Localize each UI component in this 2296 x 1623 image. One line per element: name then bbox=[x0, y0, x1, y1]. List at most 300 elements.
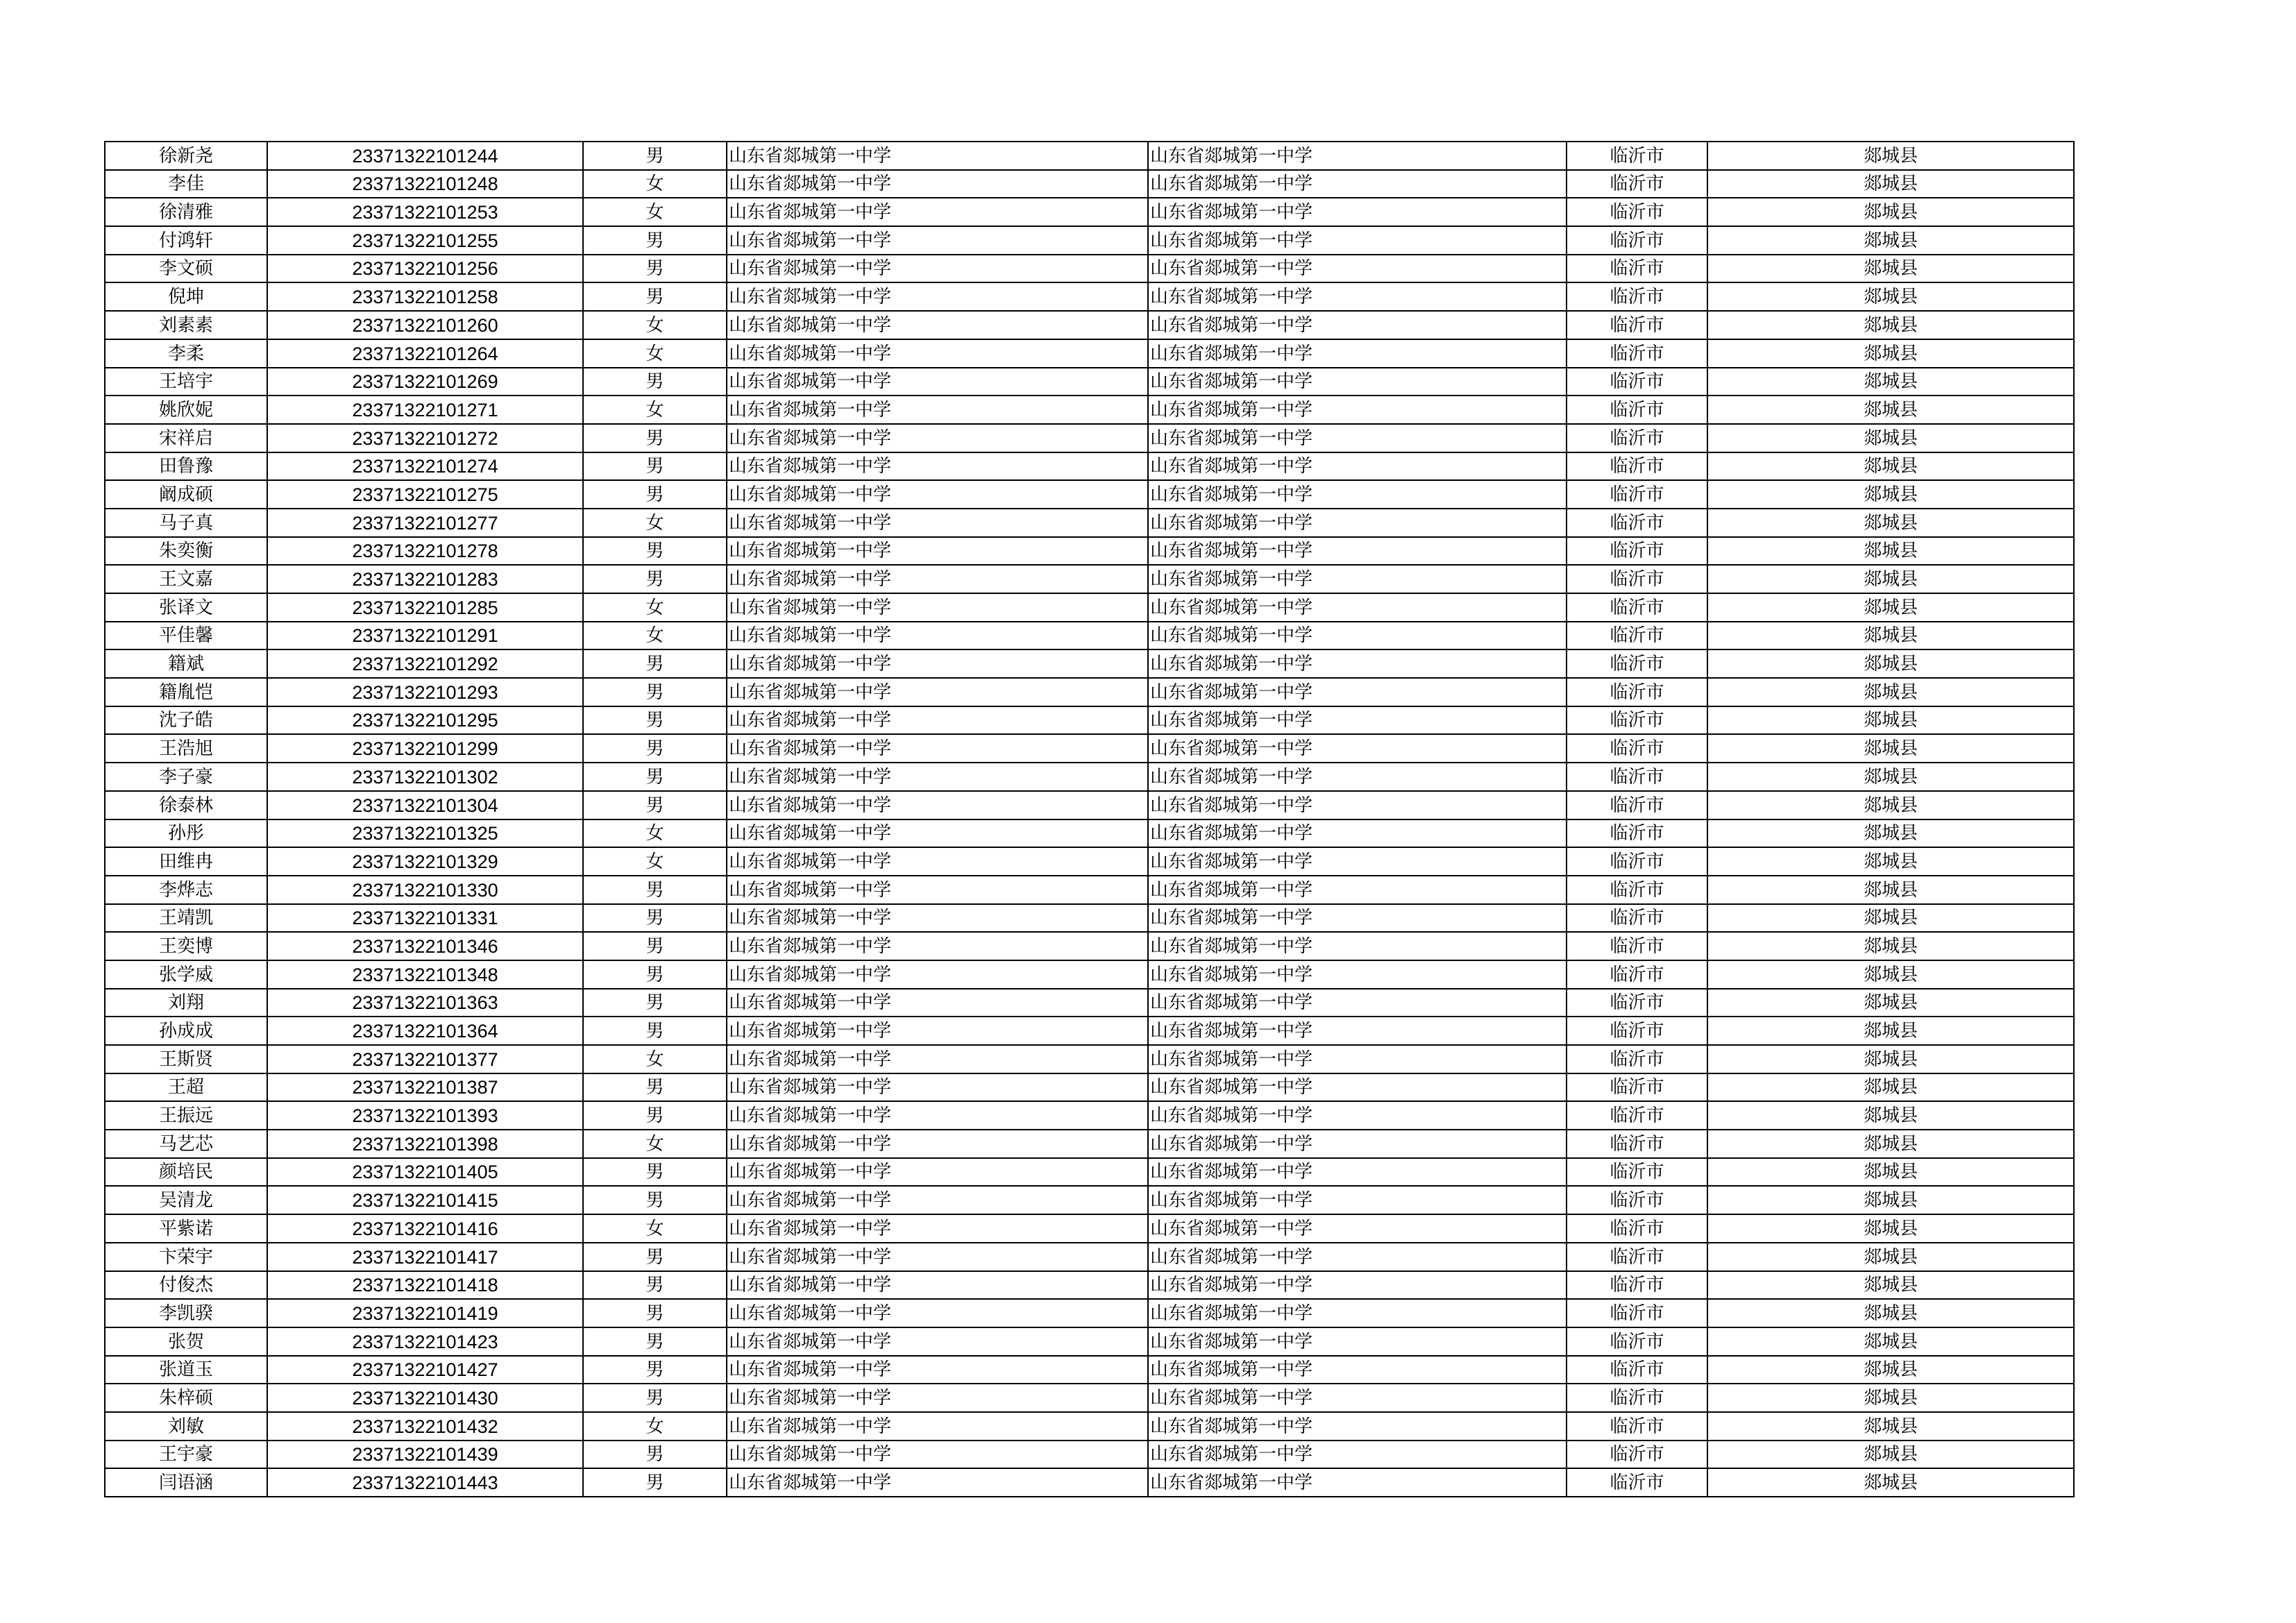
city-cell: 临沂市 bbox=[1567, 876, 1707, 904]
gender-cell: 女 bbox=[583, 509, 727, 537]
table-row bbox=[105, 706, 2074, 735]
city-cell: 临沂市 bbox=[1567, 649, 1707, 678]
name-cell: 张贺 bbox=[105, 1327, 267, 1356]
gender-cell: 男 bbox=[583, 424, 727, 452]
school-cell: 山东省郯城第一中学 bbox=[727, 396, 1148, 424]
city-cell: 临沂市 bbox=[1567, 509, 1707, 537]
name-cell: 孙彤 bbox=[105, 819, 267, 848]
id-cell: 23371322101292 bbox=[267, 649, 583, 678]
school-cell: 山东省郯城第一中学 bbox=[727, 198, 1148, 226]
id-cell: 23371322101244 bbox=[267, 142, 583, 170]
city-cell: 临沂市 bbox=[1567, 226, 1707, 255]
gender-cell: 男 bbox=[583, 480, 727, 509]
gender-cell: 男 bbox=[583, 1271, 727, 1300]
school-cell: 山东省郯城第一中学 bbox=[727, 734, 1148, 763]
school-cell: 山东省郯城第一中学 bbox=[727, 932, 1148, 960]
city-cell: 临沂市 bbox=[1567, 960, 1707, 989]
county-cell: 郯城县 bbox=[1707, 1073, 2074, 1102]
table-row bbox=[105, 368, 2074, 396]
table-row bbox=[105, 1101, 2074, 1130]
school-cell: 山东省郯城第一中学 bbox=[727, 226, 1148, 255]
gender-cell: 男 bbox=[583, 452, 727, 481]
school-2-cell: 山东省郯城第一中学 bbox=[1148, 876, 1567, 904]
city-cell: 临沂市 bbox=[1567, 424, 1707, 452]
school-cell: 山东省郯城第一中学 bbox=[727, 1468, 1148, 1497]
school-cell: 山东省郯城第一中学 bbox=[727, 142, 1148, 170]
county-cell: 郯城县 bbox=[1707, 1186, 2074, 1214]
table-row bbox=[105, 1017, 2074, 1045]
county-cell: 郯城县 bbox=[1707, 847, 2074, 876]
city-cell: 临沂市 bbox=[1567, 678, 1707, 706]
school-cell: 山东省郯城第一中学 bbox=[727, 311, 1148, 339]
name-cell: 朱奕衡 bbox=[105, 537, 267, 566]
table-row bbox=[105, 452, 2074, 481]
table-row bbox=[105, 480, 2074, 509]
school-2-cell: 山东省郯城第一中学 bbox=[1148, 1441, 1567, 1469]
name-cell: 田鲁豫 bbox=[105, 452, 267, 481]
table-row bbox=[105, 198, 2074, 226]
school-2-cell: 山东省郯城第一中学 bbox=[1148, 649, 1567, 678]
name-cell: 平紫诺 bbox=[105, 1214, 267, 1243]
id-cell: 23371322101430 bbox=[267, 1384, 583, 1412]
school-cell: 山东省郯城第一中学 bbox=[727, 1356, 1148, 1384]
school-2-cell: 山东省郯城第一中学 bbox=[1148, 1158, 1567, 1187]
name-cell: 王宇豪 bbox=[105, 1441, 267, 1469]
school-cell: 山东省郯城第一中学 bbox=[727, 1299, 1148, 1327]
school-2-cell: 山东省郯城第一中学 bbox=[1148, 847, 1567, 876]
student-table bbox=[104, 141, 2075, 1497]
city-cell: 临沂市 bbox=[1567, 170, 1707, 198]
school-cell: 山东省郯城第一中学 bbox=[727, 1158, 1148, 1187]
name-cell: 徐泰林 bbox=[105, 791, 267, 819]
name-cell: 李柔 bbox=[105, 339, 267, 368]
name-cell: 刘敏 bbox=[105, 1412, 267, 1441]
county-cell: 郯城县 bbox=[1707, 537, 2074, 566]
county-cell: 郯城县 bbox=[1707, 1045, 2074, 1073]
id-cell: 23371322101398 bbox=[267, 1130, 583, 1158]
county-cell: 郯城县 bbox=[1707, 960, 2074, 989]
school-cell: 山东省郯城第一中学 bbox=[727, 1271, 1148, 1300]
city-cell: 临沂市 bbox=[1567, 932, 1707, 960]
table-row bbox=[105, 1158, 2074, 1187]
school-cell: 山东省郯城第一中学 bbox=[727, 565, 1148, 593]
school-cell: 山东省郯城第一中学 bbox=[727, 622, 1148, 650]
school-2-cell: 山东省郯城第一中学 bbox=[1148, 904, 1567, 933]
city-cell: 临沂市 bbox=[1567, 706, 1707, 735]
gender-cell: 女 bbox=[583, 622, 727, 650]
city-cell: 临沂市 bbox=[1567, 1186, 1707, 1214]
id-cell: 23371322101277 bbox=[267, 509, 583, 537]
city-cell: 临沂市 bbox=[1567, 847, 1707, 876]
county-cell: 郯城县 bbox=[1707, 622, 2074, 650]
city-cell: 临沂市 bbox=[1567, 368, 1707, 396]
school-cell: 山东省郯城第一中学 bbox=[727, 706, 1148, 735]
school-2-cell: 山东省郯城第一中学 bbox=[1148, 1130, 1567, 1158]
city-cell: 临沂市 bbox=[1567, 763, 1707, 791]
county-cell: 郯城县 bbox=[1707, 791, 2074, 819]
county-cell: 郯城县 bbox=[1707, 1468, 2074, 1497]
gender-cell: 女 bbox=[583, 1130, 727, 1158]
city-cell: 临沂市 bbox=[1567, 1130, 1707, 1158]
city-cell: 临沂市 bbox=[1567, 989, 1707, 1017]
county-cell: 郯城县 bbox=[1707, 282, 2074, 311]
city-cell: 临沂市 bbox=[1567, 819, 1707, 848]
gender-cell: 男 bbox=[583, 142, 727, 170]
name-cell: 籍斌 bbox=[105, 649, 267, 678]
gender-cell: 男 bbox=[583, 1384, 727, 1412]
table-row bbox=[105, 1214, 2074, 1243]
table-body bbox=[105, 142, 2074, 1497]
table-row bbox=[105, 424, 2074, 452]
id-cell: 23371322101274 bbox=[267, 452, 583, 481]
gender-cell: 女 bbox=[583, 1045, 727, 1073]
county-cell: 郯城县 bbox=[1707, 706, 2074, 735]
id-cell: 23371322101330 bbox=[267, 876, 583, 904]
school-cell: 山东省郯城第一中学 bbox=[727, 480, 1148, 509]
id-cell: 23371322101258 bbox=[267, 282, 583, 311]
id-cell: 23371322101416 bbox=[267, 1214, 583, 1243]
school-2-cell: 山东省郯城第一中学 bbox=[1148, 1468, 1567, 1497]
gender-cell: 男 bbox=[583, 1017, 727, 1045]
name-cell: 姚欣妮 bbox=[105, 396, 267, 424]
city-cell: 临沂市 bbox=[1567, 1017, 1707, 1045]
school-2-cell: 山东省郯城第一中学 bbox=[1148, 734, 1567, 763]
school-cell: 山东省郯城第一中学 bbox=[727, 1412, 1148, 1441]
table-row bbox=[105, 989, 2074, 1017]
id-cell: 23371322101253 bbox=[267, 198, 583, 226]
school-cell: 山东省郯城第一中学 bbox=[727, 255, 1148, 283]
city-cell: 临沂市 bbox=[1567, 1299, 1707, 1327]
id-cell: 23371322101346 bbox=[267, 932, 583, 960]
name-cell: 李凯骙 bbox=[105, 1299, 267, 1327]
school-cell: 山东省郯城第一中学 bbox=[727, 1243, 1148, 1271]
city-cell: 临沂市 bbox=[1567, 1073, 1707, 1102]
table-row bbox=[105, 282, 2074, 311]
name-cell: 闫语涵 bbox=[105, 1468, 267, 1497]
school-cell: 山东省郯城第一中学 bbox=[727, 904, 1148, 933]
county-cell: 郯城县 bbox=[1707, 932, 2074, 960]
gender-cell: 男 bbox=[583, 649, 727, 678]
gender-cell: 女 bbox=[583, 847, 727, 876]
id-cell: 23371322101363 bbox=[267, 989, 583, 1017]
id-cell: 23371322101291 bbox=[267, 622, 583, 650]
name-cell: 颜培民 bbox=[105, 1158, 267, 1187]
school-cell: 山东省郯城第一中学 bbox=[727, 282, 1148, 311]
id-cell: 23371322101275 bbox=[267, 480, 583, 509]
table-row bbox=[105, 847, 2074, 876]
school-2-cell: 山东省郯城第一中学 bbox=[1148, 706, 1567, 735]
school-cell: 山东省郯城第一中学 bbox=[727, 509, 1148, 537]
school-2-cell: 山东省郯城第一中学 bbox=[1148, 1271, 1567, 1300]
table-row bbox=[105, 1271, 2074, 1300]
id-cell: 23371322101348 bbox=[267, 960, 583, 989]
school-cell: 山东省郯城第一中学 bbox=[727, 1441, 1148, 1469]
id-cell: 23371322101415 bbox=[267, 1186, 583, 1214]
city-cell: 临沂市 bbox=[1567, 622, 1707, 650]
table-row bbox=[105, 1045, 2074, 1073]
city-cell: 临沂市 bbox=[1567, 565, 1707, 593]
name-cell: 刘翔 bbox=[105, 989, 267, 1017]
id-cell: 23371322101387 bbox=[267, 1073, 583, 1102]
city-cell: 临沂市 bbox=[1567, 198, 1707, 226]
table-row bbox=[105, 1412, 2074, 1441]
table-row bbox=[105, 509, 2074, 537]
name-cell: 张学威 bbox=[105, 960, 267, 989]
id-cell: 23371322101432 bbox=[267, 1412, 583, 1441]
name-cell: 马艺芯 bbox=[105, 1130, 267, 1158]
school-2-cell: 山东省郯城第一中学 bbox=[1148, 170, 1567, 198]
id-cell: 23371322101285 bbox=[267, 593, 583, 622]
table-row bbox=[105, 593, 2074, 622]
school-2-cell: 山东省郯城第一中学 bbox=[1148, 311, 1567, 339]
school-cell: 山东省郯城第一中学 bbox=[727, 1384, 1148, 1412]
county-cell: 郯城县 bbox=[1707, 593, 2074, 622]
id-cell: 23371322101364 bbox=[267, 1017, 583, 1045]
school-cell: 山东省郯城第一中学 bbox=[727, 1327, 1148, 1356]
name-cell: 倪坤 bbox=[105, 282, 267, 311]
county-cell: 郯城县 bbox=[1707, 1243, 2074, 1271]
county-cell: 郯城县 bbox=[1707, 876, 2074, 904]
name-cell: 田维冉 bbox=[105, 847, 267, 876]
school-2-cell: 山东省郯城第一中学 bbox=[1148, 1214, 1567, 1243]
name-cell: 王文嘉 bbox=[105, 565, 267, 593]
county-cell: 郯城县 bbox=[1707, 763, 2074, 791]
table-row bbox=[105, 1130, 2074, 1158]
id-cell: 23371322101299 bbox=[267, 734, 583, 763]
county-cell: 郯城县 bbox=[1707, 424, 2074, 452]
id-cell: 23371322101248 bbox=[267, 170, 583, 198]
gender-cell: 男 bbox=[583, 1243, 727, 1271]
gender-cell: 男 bbox=[583, 1158, 727, 1187]
school-2-cell: 山东省郯城第一中学 bbox=[1148, 1017, 1567, 1045]
gender-cell: 男 bbox=[583, 706, 727, 735]
city-cell: 临沂市 bbox=[1567, 1045, 1707, 1073]
table-row bbox=[105, 311, 2074, 339]
school-2-cell: 山东省郯城第一中学 bbox=[1148, 593, 1567, 622]
school-cell: 山东省郯城第一中学 bbox=[727, 170, 1148, 198]
id-cell: 23371322101302 bbox=[267, 763, 583, 791]
id-cell: 23371322101272 bbox=[267, 424, 583, 452]
id-cell: 23371322101293 bbox=[267, 678, 583, 706]
school-2-cell: 山东省郯城第一中学 bbox=[1148, 819, 1567, 848]
gender-cell: 男 bbox=[583, 565, 727, 593]
table-row bbox=[105, 1299, 2074, 1327]
gender-cell: 男 bbox=[583, 1356, 727, 1384]
county-cell: 郯城县 bbox=[1707, 1356, 2074, 1384]
name-cell: 李子豪 bbox=[105, 763, 267, 791]
name-cell: 王浩旭 bbox=[105, 734, 267, 763]
name-cell: 王奕博 bbox=[105, 932, 267, 960]
county-cell: 郯城县 bbox=[1707, 1327, 2074, 1356]
school-2-cell: 山东省郯城第一中学 bbox=[1148, 1384, 1567, 1412]
county-cell: 郯城县 bbox=[1707, 480, 2074, 509]
gender-cell: 男 bbox=[583, 1101, 727, 1130]
school-cell: 山东省郯城第一中学 bbox=[727, 1017, 1148, 1045]
school-2-cell: 山东省郯城第一中学 bbox=[1148, 1186, 1567, 1214]
county-cell: 郯城县 bbox=[1707, 1441, 2074, 1469]
city-cell: 临沂市 bbox=[1567, 311, 1707, 339]
school-2-cell: 山东省郯城第一中学 bbox=[1148, 396, 1567, 424]
school-cell: 山东省郯城第一中学 bbox=[727, 1186, 1148, 1214]
id-cell: 23371322101269 bbox=[267, 368, 583, 396]
county-cell: 郯城县 bbox=[1707, 1214, 2074, 1243]
name-cell: 张道玉 bbox=[105, 1356, 267, 1384]
gender-cell: 女 bbox=[583, 339, 727, 368]
id-cell: 23371322101255 bbox=[267, 226, 583, 255]
school-2-cell: 山东省郯城第一中学 bbox=[1148, 960, 1567, 989]
school-cell: 山东省郯城第一中学 bbox=[727, 763, 1148, 791]
school-2-cell: 山东省郯城第一中学 bbox=[1148, 1356, 1567, 1384]
city-cell: 临沂市 bbox=[1567, 142, 1707, 170]
table-row bbox=[105, 1186, 2074, 1214]
table-row bbox=[105, 932, 2074, 960]
gender-cell: 男 bbox=[583, 763, 727, 791]
id-cell: 23371322101439 bbox=[267, 1441, 583, 1469]
id-cell: 23371322101331 bbox=[267, 904, 583, 933]
school-2-cell: 山东省郯城第一中学 bbox=[1148, 989, 1567, 1017]
county-cell: 郯城县 bbox=[1707, 649, 2074, 678]
school-cell: 山东省郯城第一中学 bbox=[727, 847, 1148, 876]
id-cell: 23371322101418 bbox=[267, 1271, 583, 1300]
gender-cell: 女 bbox=[583, 1214, 727, 1243]
table-row bbox=[105, 734, 2074, 763]
table-row bbox=[105, 622, 2074, 650]
table-row bbox=[105, 678, 2074, 706]
county-cell: 郯城县 bbox=[1707, 509, 2074, 537]
school-2-cell: 山东省郯城第一中学 bbox=[1148, 142, 1567, 170]
name-cell: 李佳 bbox=[105, 170, 267, 198]
id-cell: 23371322101325 bbox=[267, 819, 583, 848]
gender-cell: 男 bbox=[583, 1186, 727, 1214]
school-2-cell: 山东省郯城第一中学 bbox=[1148, 1243, 1567, 1271]
city-cell: 临沂市 bbox=[1567, 1468, 1707, 1497]
school-2-cell: 山东省郯城第一中学 bbox=[1148, 509, 1567, 537]
table-row bbox=[105, 649, 2074, 678]
name-cell: 王靖凯 bbox=[105, 904, 267, 933]
county-cell: 郯城县 bbox=[1707, 142, 2074, 170]
school-2-cell: 山东省郯城第一中学 bbox=[1148, 932, 1567, 960]
city-cell: 临沂市 bbox=[1567, 452, 1707, 481]
school-cell: 山东省郯城第一中学 bbox=[727, 593, 1148, 622]
name-cell: 王振远 bbox=[105, 1101, 267, 1130]
city-cell: 临沂市 bbox=[1567, 904, 1707, 933]
gender-cell: 男 bbox=[583, 960, 727, 989]
name-cell: 朱梓硕 bbox=[105, 1384, 267, 1412]
county-cell: 郯城县 bbox=[1707, 1017, 2074, 1045]
gender-cell: 男 bbox=[583, 904, 727, 933]
gender-cell: 男 bbox=[583, 734, 727, 763]
school-2-cell: 山东省郯城第一中学 bbox=[1148, 480, 1567, 509]
id-cell: 23371322101423 bbox=[267, 1327, 583, 1356]
name-cell: 王超 bbox=[105, 1073, 267, 1102]
school-cell: 山东省郯城第一中学 bbox=[727, 368, 1148, 396]
name-cell: 沈子皓 bbox=[105, 706, 267, 735]
school-cell: 山东省郯城第一中学 bbox=[727, 1101, 1148, 1130]
county-cell: 郯城县 bbox=[1707, 1299, 2074, 1327]
school-2-cell: 山东省郯城第一中学 bbox=[1148, 424, 1567, 452]
school-cell: 山东省郯城第一中学 bbox=[727, 989, 1148, 1017]
city-cell: 临沂市 bbox=[1567, 1271, 1707, 1300]
city-cell: 临沂市 bbox=[1567, 1101, 1707, 1130]
gender-cell: 男 bbox=[583, 1441, 727, 1469]
school-2-cell: 山东省郯城第一中学 bbox=[1148, 1101, 1567, 1130]
county-cell: 郯城县 bbox=[1707, 226, 2074, 255]
county-cell: 郯城县 bbox=[1707, 734, 2074, 763]
id-cell: 23371322101264 bbox=[267, 339, 583, 368]
county-cell: 郯城县 bbox=[1707, 170, 2074, 198]
gender-cell: 男 bbox=[583, 1073, 727, 1102]
table-row bbox=[105, 170, 2074, 198]
gender-cell: 男 bbox=[583, 989, 727, 1017]
table-row bbox=[105, 537, 2074, 566]
county-cell: 郯城县 bbox=[1707, 1130, 2074, 1158]
id-cell: 23371322101393 bbox=[267, 1101, 583, 1130]
school-2-cell: 山东省郯城第一中学 bbox=[1148, 678, 1567, 706]
city-cell: 临沂市 bbox=[1567, 593, 1707, 622]
gender-cell: 男 bbox=[583, 791, 727, 819]
gender-cell: 男 bbox=[583, 226, 727, 255]
id-cell: 23371322101260 bbox=[267, 311, 583, 339]
name-cell: 吴清龙 bbox=[105, 1186, 267, 1214]
name-cell: 李文硕 bbox=[105, 255, 267, 283]
county-cell: 郯城县 bbox=[1707, 819, 2074, 848]
id-cell: 23371322101443 bbox=[267, 1468, 583, 1497]
gender-cell: 女 bbox=[583, 198, 727, 226]
school-cell: 山东省郯城第一中学 bbox=[727, 424, 1148, 452]
table-row bbox=[105, 1243, 2074, 1271]
name-cell: 阚成硕 bbox=[105, 480, 267, 509]
name-cell: 王培宇 bbox=[105, 368, 267, 396]
table-row bbox=[105, 1384, 2074, 1412]
city-cell: 临沂市 bbox=[1567, 1356, 1707, 1384]
gender-cell: 男 bbox=[583, 282, 727, 311]
table-row bbox=[105, 1356, 2074, 1384]
table-row bbox=[105, 819, 2074, 848]
id-cell: 23371322101427 bbox=[267, 1356, 583, 1384]
school-cell: 山东省郯城第一中学 bbox=[727, 452, 1148, 481]
school-2-cell: 山东省郯城第一中学 bbox=[1148, 791, 1567, 819]
table-row bbox=[105, 1073, 2074, 1102]
school-2-cell: 山东省郯城第一中学 bbox=[1148, 1412, 1567, 1441]
school-2-cell: 山东省郯城第一中学 bbox=[1148, 452, 1567, 481]
school-2-cell: 山东省郯城第一中学 bbox=[1148, 622, 1567, 650]
id-cell: 23371322101283 bbox=[267, 565, 583, 593]
school-2-cell: 山东省郯城第一中学 bbox=[1148, 537, 1567, 566]
school-2-cell: 山东省郯城第一中学 bbox=[1148, 282, 1567, 311]
city-cell: 临沂市 bbox=[1567, 734, 1707, 763]
table-row bbox=[105, 396, 2074, 424]
county-cell: 郯城县 bbox=[1707, 198, 2074, 226]
table-row bbox=[105, 1327, 2074, 1356]
id-cell: 23371322101295 bbox=[267, 706, 583, 735]
id-cell: 23371322101256 bbox=[267, 255, 583, 283]
name-cell: 宋祥启 bbox=[105, 424, 267, 452]
school-cell: 山东省郯城第一中学 bbox=[727, 678, 1148, 706]
gender-cell: 女 bbox=[583, 170, 727, 198]
gender-cell: 男 bbox=[583, 678, 727, 706]
table-row bbox=[105, 339, 2074, 368]
gender-cell: 女 bbox=[583, 593, 727, 622]
county-cell: 郯城县 bbox=[1707, 255, 2074, 283]
table-row bbox=[105, 960, 2074, 989]
gender-cell: 男 bbox=[583, 1327, 727, 1356]
county-cell: 郯城县 bbox=[1707, 311, 2074, 339]
name-cell: 籍胤恺 bbox=[105, 678, 267, 706]
id-cell: 23371322101271 bbox=[267, 396, 583, 424]
county-cell: 郯城县 bbox=[1707, 339, 2074, 368]
city-cell: 临沂市 bbox=[1567, 480, 1707, 509]
gender-cell: 男 bbox=[583, 1299, 727, 1327]
